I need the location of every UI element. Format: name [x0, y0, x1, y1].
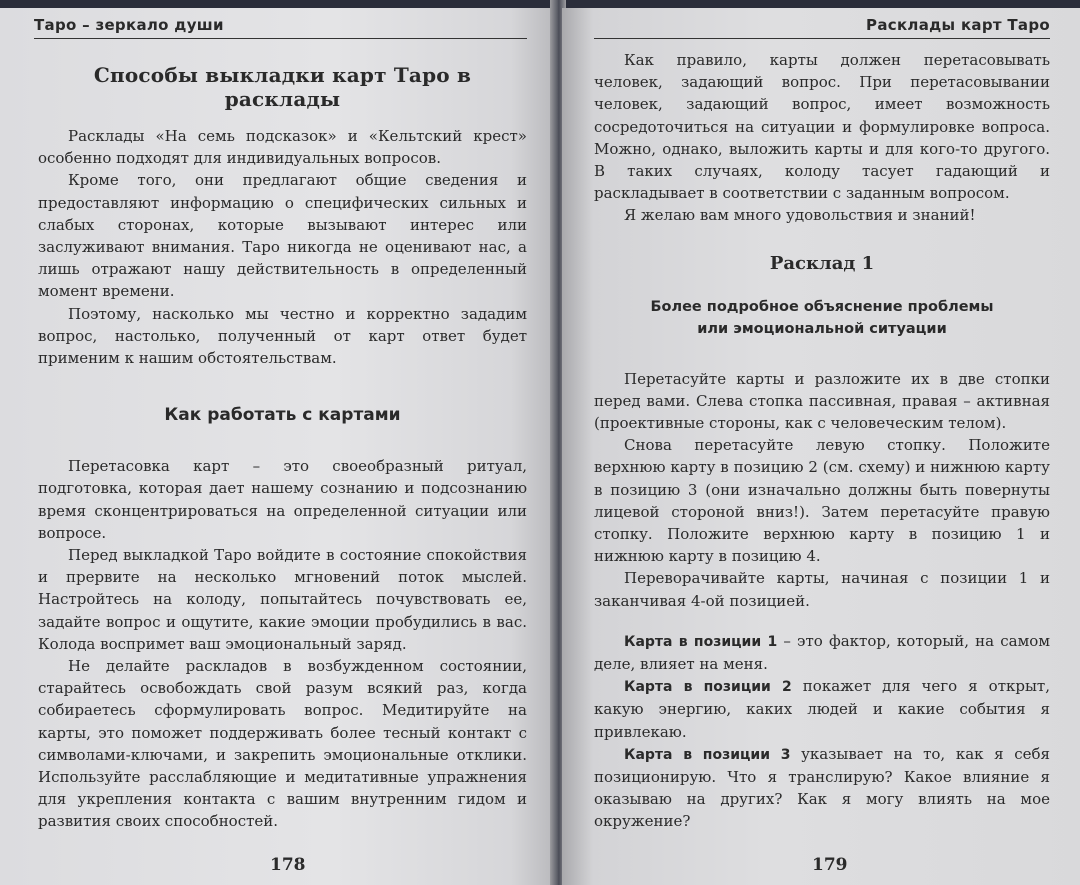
- position-3-text: указывает на то, как я себя позиционирую. Что я транслирую? Какое влияние я оказываю на других? Как я могу влиять на мое окружение?: [594, 744, 1050, 831]
- right-paragraph: Переворачивайте карты, начиная с позиции 1 и заканчивая 4-ой позицией.: [594, 569, 1050, 610]
- left-paragraph: Поэтому, насколько мы честно и корректно зададим вопрос, настолько, полученный от карт ответ будет применим к нашим обстоятельствам.: [38, 304, 527, 368]
- spacer: [594, 612, 1050, 630]
- left-page: [0, 8, 555, 885]
- right-paragraph: Снова перетасуйте левую стопку. Положите верхнюю карту в позицию 2 (см. схему) и нижнюю карту в позицию 3 (они изначально должны быть повернуты лицевой стороной вниз!). Затем перетасуйте правую стопку. Положите верхнюю карту в позицию 1 и нижнюю карту в позицию 4.: [594, 436, 1050, 566]
- position-2-text: покажет для чего я открыт, какую энергию, каких людей и какие события я привлекаю.: [594, 677, 1050, 741]
- spread-subtitle-line1: Более подробное объяснение проблемы: [650, 298, 994, 315]
- position-1-paragraph: [594, 630, 1050, 675]
- left-paragraph: Перетасовка карт – это своеобразный ритуал, подготовка, которая дает нашему сознанию и подсознанию время сконцентрироваться на определенной ситуации или вопросе.: [38, 457, 527, 542]
- right-paragraph: Я желаю вам много удовольствия и знаний!: [624, 206, 976, 225]
- right-page-number: 179: [812, 855, 848, 875]
- left-paragraph: Перед выкладкой Таро войдите в состояние спокойствия и прервите на несколько мгновений поток мыслей. Настройтесь на колоду, попытайтесь почувствовать ее, задайте вопрос и ощутите, какие эмоции пробудились в вас. Колода воспримет ваш эмоциональный заряд.: [38, 546, 527, 653]
- position-1-text: – это фактор, который, на самом деле, влияет на меня.: [594, 631, 1050, 674]
- left-paragraph: Кроме того, они предлагают общие сведения и предоставляют информацию о специфических сильных и слабых сторонах, которые вызывают интерес или заслуживают внимания. Таро никогда не оценивают нас, а лишь отражают нашу действительность в определенный момент времени.: [38, 171, 527, 301]
- right-page: [562, 8, 1080, 885]
- position-2-label: Карта в позиции 2: [624, 679, 792, 696]
- left-running-head: Таро – зеркало души: [34, 16, 527, 39]
- spread-subtitle: [594, 296, 1050, 340]
- right-paragraph: Как правило, карты должен перетасовывать человек, задающий вопрос. При перетасовывании человек, задающий вопрос, имеет возможность сосредоточиться на ситуации и формулировке вопроса. Можно, однако, выложить карты и для кого-то другого. В таких случаях, колоду тасует гадающий и раскладывает в соответствии с заданным вопросом.: [594, 51, 1050, 203]
- spread-title: Расклад 1: [769, 252, 875, 274]
- right-paragraph: Перетасуйте карты и разложите их в две стопки перед вами. Слева стопка пассивная, правая – активная (проективные стороны, как с человеческим телом).: [594, 369, 1050, 433]
- left-paragraph: Не делайте раскладов в возбужденном состоянии, старайтесь освобождать свой разум всякий раз, когда собираетесь сформулировать вопрос. Медитируйте на карты, это поможет поддерживать более тесный контакт с символами-ключами, и закрепить эмоциональные отклики. Используйте расслабляющие и медитативные упражнения для укрепления контакта с вашим внутренним гидом и развития своих способностей.: [38, 657, 527, 831]
- spread-subtitle-line2: или эмоциональной ситуации: [697, 320, 947, 337]
- left-page-number: 178: [270, 855, 306, 875]
- position-3-paragraph: [594, 743, 1050, 833]
- position-1-label: Карта в позиции 1: [624, 633, 778, 650]
- position-3-label: Карта в позиции 3: [624, 746, 791, 763]
- chapter-title: Способы выкладки карт Таро в расклады: [93, 63, 472, 111]
- left-paragraph: Расклады «На семь подсказок» и «Кельтский крест» особенно подходят для индивидуальных вопросов.: [38, 127, 527, 168]
- position-2-paragraph: [594, 675, 1050, 743]
- right-running-head: Расклады карт Таро: [594, 16, 1050, 39]
- section-title: Как работать с картами: [164, 405, 401, 426]
